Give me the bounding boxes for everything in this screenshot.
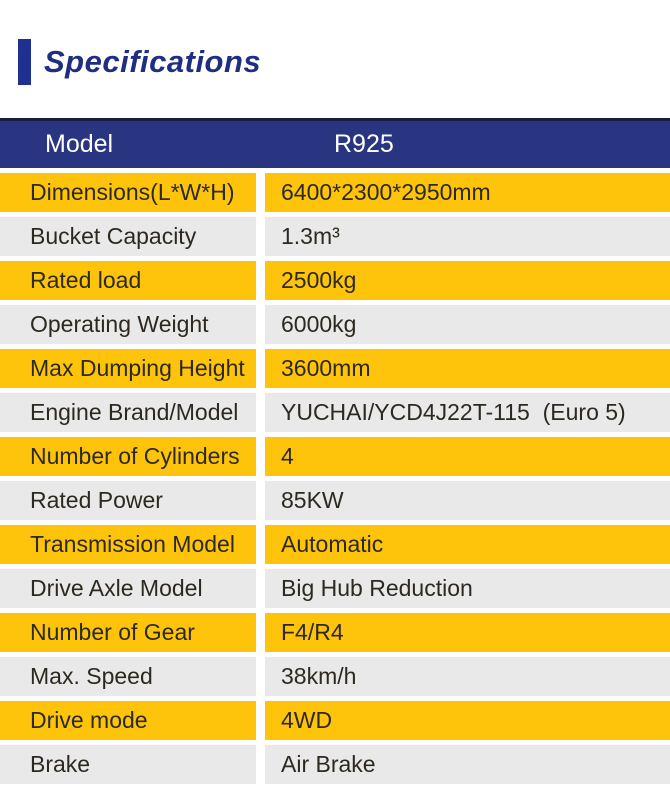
spec-label: Brake [0, 745, 256, 784]
table-row [0, 613, 670, 652]
table-row [0, 701, 670, 740]
spec-value: Air Brake [265, 745, 670, 784]
spec-value: 3600mm [265, 349, 670, 388]
title-accent-bar [18, 39, 31, 85]
table-row [0, 657, 670, 696]
section-header [18, 38, 261, 86]
table-row [0, 569, 670, 608]
table-row [0, 481, 670, 520]
spec-label: Max. Speed [0, 657, 256, 696]
spec-label: Dimensions(L*W*H) [0, 173, 256, 212]
table-row [0, 349, 670, 388]
spec-label: Drive Axle Model [0, 569, 256, 608]
table-row [0, 393, 670, 432]
spec-value: 38km/h [265, 657, 670, 696]
spec-label: Transmission Model [0, 525, 256, 564]
spec-label: Rated Power [0, 481, 256, 520]
table-header-row [0, 118, 670, 168]
spec-label: Drive mode [0, 701, 256, 740]
table-body [0, 173, 670, 784]
spec-value: 1.3m³ [265, 217, 670, 256]
spec-label: Number of Gear [0, 613, 256, 652]
spec-value: YUCHAI/YCD4J22T-115 (Euro 5) [265, 393, 670, 432]
header-model-value: R925 [334, 130, 394, 158]
spec-value: Automatic [265, 525, 670, 564]
spec-value: F4/R4 [265, 613, 670, 652]
spec-label: Rated load [0, 261, 256, 300]
spec-value: 6000kg [265, 305, 670, 344]
header-model-label: Model [45, 130, 114, 158]
table-row [0, 437, 670, 476]
table-row [0, 261, 670, 300]
spec-value: 85KW [265, 481, 670, 520]
spec-value: 6400*2300*2950mm [265, 173, 670, 212]
table-row [0, 525, 670, 564]
table-row [0, 745, 670, 784]
spec-label: Bucket Capacity [0, 217, 256, 256]
spec-label: Max Dumping Height [0, 349, 256, 388]
spec-label: Engine Brand/Model [0, 393, 256, 432]
spec-value: Big Hub Reduction [265, 569, 670, 608]
table-row [0, 305, 670, 344]
table-row [0, 217, 670, 256]
page-title: Specifications [44, 44, 262, 79]
spec-value: 4 [265, 437, 670, 476]
spec-table [0, 118, 670, 784]
spec-value: 4WD [265, 701, 670, 740]
spec-label: Number of Cylinders [0, 437, 256, 476]
table-row [0, 173, 670, 212]
spec-value: 2500kg [265, 261, 670, 300]
spec-label: Operating Weight [0, 305, 256, 344]
